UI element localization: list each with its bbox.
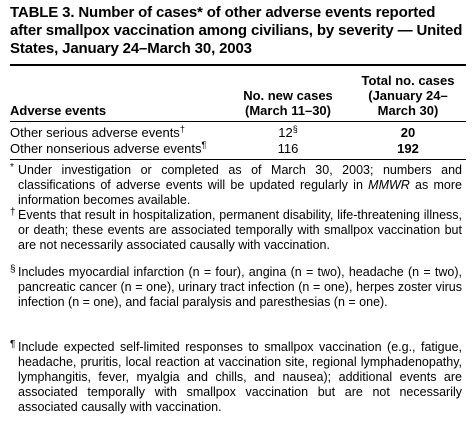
footnote-mark: ¶ — [10, 339, 16, 350]
footnote-marker: ¶ — [201, 140, 207, 150]
footnote-mark: * — [10, 162, 14, 173]
footnotes — [10, 163, 462, 430]
column-header-total-cases-line2: (January 24– — [368, 88, 448, 103]
table-row — [0, 125, 474, 142]
top-rule — [10, 64, 466, 66]
footnote-pilcrow — [10, 340, 462, 430]
footnote-text-end: as more information becomes available. — [18, 178, 462, 207]
column-header-total-cases — [348, 73, 468, 118]
cell-total-cases: 192 — [397, 141, 419, 156]
footnote-section — [10, 265, 462, 340]
cell-new-cases — [232, 125, 344, 141]
column-header-new-cases-line1: No. new cases — [243, 88, 333, 103]
event-label: Other nonserious adverse events — [10, 141, 202, 156]
column-header-total-cases-line1: Total no. cases — [361, 73, 455, 88]
new-cases-value: 12 — [278, 125, 293, 140]
cell-new-cases — [232, 141, 344, 157]
footnote-dagger — [10, 208, 462, 265]
table-title: TABLE 3. Number of cases* of other adverse events reported after smallpox vaccination among civilians, by severity — United States, January 24–March 30, 2003 — [10, 4, 463, 57]
footnote-text: Include expected self-limited responses to smallpox vaccination (e.g., fatigue, headache, pruritis, local reaction at vaccination site, regional lymphadenopathy, lymphangitis, fever, myalgia and chills, and nausea); additional events are associated temporally with smallpox vaccination but are not necessarily associated causally with vaccination. — [18, 340, 462, 414]
table-row — [0, 141, 474, 158]
new-cases-value: 116 — [277, 141, 299, 156]
header-rule — [10, 121, 466, 122]
footnote-mark: § — [10, 264, 16, 275]
footnote-text: Events that result in hospitalization, permanent disability, life-threatening illness, or death; these events are associated temporally with smallpox vaccination but are not necessarily associated causally with vaccination. — [18, 208, 462, 252]
footnote-text: Under investigation or completed as of March 30, 2003; numbers and classifications of adverse events will be updated regularly in — [18, 163, 462, 192]
column-header-total-cases-line3: March 30) — [377, 103, 439, 118]
footnote-italic: MMWR — [368, 178, 410, 192]
footnote-asterisk — [10, 163, 462, 208]
footnote-marker: † — [179, 124, 185, 134]
column-header-new-cases — [232, 88, 344, 118]
footnote-marker: § — [292, 124, 298, 134]
cell-adverse-event — [10, 125, 185, 141]
cell-total-cases: 20 — [400, 125, 416, 140]
footnote-mark: † — [10, 207, 16, 218]
cell-adverse-event — [10, 141, 206, 157]
column-header-new-cases-line2: (March 11–30) — [245, 103, 331, 118]
event-label: Other serious adverse events — [10, 125, 180, 140]
footnote-text: Includes myocardial infarction (n = four), angina (n = two), headache (n = two), pancreatic cancer (n = one), urinary tract infection (n = one), herpes zoster virus infection (n = one), and facial paralysis and paresthesias (n = one). — [18, 265, 462, 309]
table-bottom-rule — [10, 159, 466, 160]
column-header-adverse-events: Adverse events — [10, 103, 107, 118]
